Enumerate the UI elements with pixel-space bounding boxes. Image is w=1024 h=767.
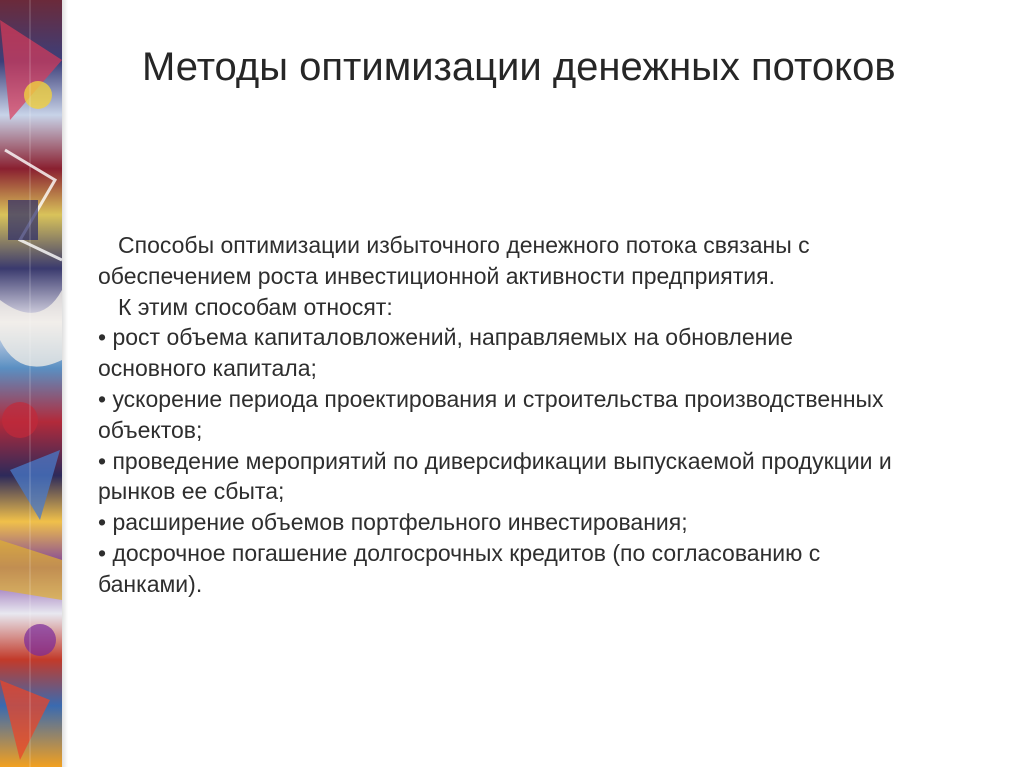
bullet-continuation: объектов; <box>98 416 203 443</box>
intro-line: обеспечением роста инвестиционной активности предприятия. <box>98 262 775 289</box>
bullet-item: • проведение мероприятий по диверсификации выпускаемой продукции и <box>98 447 892 474</box>
bullet-continuation: рынков ее сбыта; <box>98 478 285 505</box>
bullet-item: • досрочное погашение долгосрочных кредитов (по согласованию с <box>98 539 821 566</box>
intro-line: Способы оптимизации избыточного денежного потока связаны с <box>118 232 810 258</box>
bullet-item: • рост объема капиталовложений, направляемых на обновление <box>98 324 793 351</box>
slide-body <box>98 230 998 600</box>
collage-art <box>0 0 62 767</box>
bullet-continuation: банками). <box>98 570 203 597</box>
bullet-item: • ускорение периода проектирования и строительства производственных <box>98 385 884 412</box>
bullet-item: • расширение объемов портфельного инвестирования; <box>98 509 688 536</box>
decorative-collage-strip <box>0 0 62 767</box>
list-intro: К этим способам относят: <box>118 293 393 320</box>
slide-title: Методы оптимизации денежных потоков <box>142 45 896 89</box>
bullet-continuation: основного капитала; <box>98 355 317 382</box>
strip-shadow <box>62 0 68 767</box>
